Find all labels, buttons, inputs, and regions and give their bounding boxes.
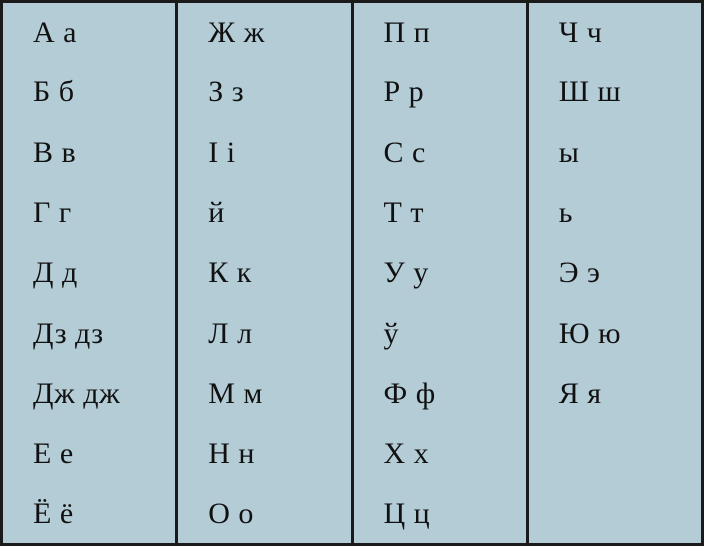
- alphabet-cell: Е е: [2, 424, 177, 484]
- alphabet-cell: Ш ш: [527, 62, 702, 122]
- alphabet-cell: й: [177, 182, 352, 242]
- alphabet-cell: П п: [352, 2, 527, 62]
- alphabet-cell: Ч ч: [527, 2, 702, 62]
- alphabet-cell: Б б: [2, 62, 177, 122]
- alphabet-cell: Л л: [177, 303, 352, 363]
- alphabet-table-body: [2, 2, 703, 545]
- alphabet-cell: Т т: [352, 182, 527, 242]
- alphabet-cell: М м: [177, 363, 352, 423]
- table-row: [2, 2, 703, 62]
- table-row: [2, 363, 703, 423]
- alphabet-cell: З з: [177, 62, 352, 122]
- alphabet-cell: А а: [2, 2, 177, 62]
- table-row: [2, 122, 703, 182]
- alphabet-cell: О о: [177, 484, 352, 544]
- alphabet-cell-empty: [527, 484, 702, 544]
- alphabet-cell: ь: [527, 182, 702, 242]
- alphabet-cell: С с: [352, 122, 527, 182]
- alphabet-cell: Н н: [177, 424, 352, 484]
- alphabet-cell: В в: [2, 122, 177, 182]
- alphabet-cell: ў: [352, 303, 527, 363]
- alphabet-cell: Х х: [352, 424, 527, 484]
- table-row: [2, 243, 703, 303]
- alphabet-cell-empty: [527, 424, 702, 484]
- alphabet-cell: ы: [527, 122, 702, 182]
- table-row: [2, 303, 703, 363]
- alphabet-cell: І і: [177, 122, 352, 182]
- alphabet-cell: Дз дз: [2, 303, 177, 363]
- alphabet-cell: У у: [352, 243, 527, 303]
- alphabet-cell: Дж дж: [2, 363, 177, 423]
- alphabet-cell: Г г: [2, 182, 177, 242]
- alphabet-cell: Ж ж: [177, 2, 352, 62]
- alphabet-cell: Ю ю: [527, 303, 702, 363]
- alphabet-cell: Ц ц: [352, 484, 527, 544]
- table-row: [2, 62, 703, 122]
- alphabet-cell: Ё ё: [2, 484, 177, 544]
- table-row: [2, 424, 703, 484]
- alphabet-cell: Э э: [527, 243, 702, 303]
- alphabet-cell: Ф ф: [352, 363, 527, 423]
- table-row: [2, 182, 703, 242]
- alphabet-cell: Я я: [527, 363, 702, 423]
- alphabet-cell: К к: [177, 243, 352, 303]
- table-row: [2, 484, 703, 544]
- alphabet-cell: Д д: [2, 243, 177, 303]
- alphabet-cell: Р р: [352, 62, 527, 122]
